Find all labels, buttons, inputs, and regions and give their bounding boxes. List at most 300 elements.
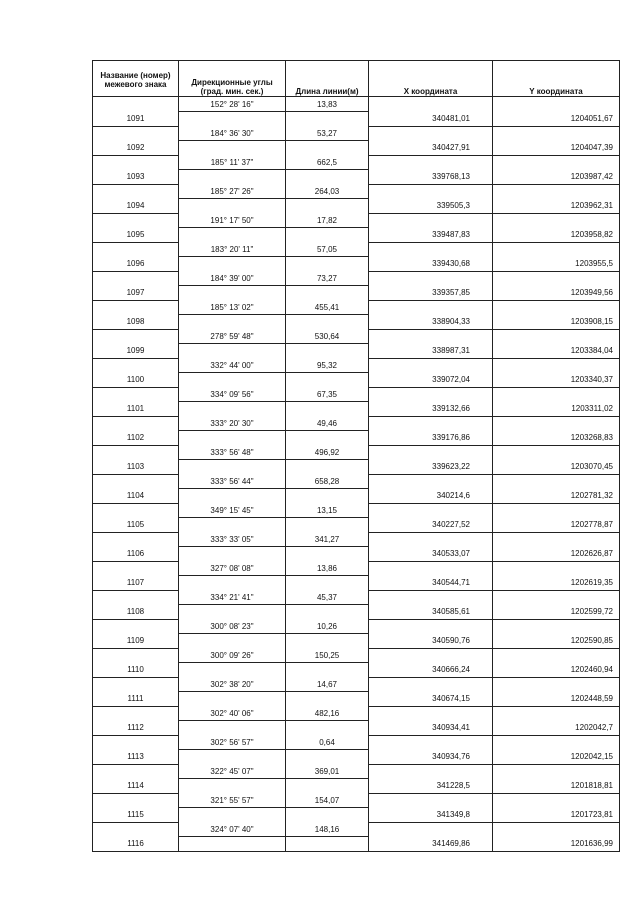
segment-x-cell	[369, 358, 493, 373]
segment-row	[93, 706, 620, 721]
segment-y-cell	[493, 474, 620, 489]
segment-y-cell	[493, 735, 620, 750]
mark-name-cell: 1098	[93, 315, 179, 330]
header-direction-angle: Дирекционные углы (град. мин. сек.)	[179, 61, 286, 97]
direction-angle-cell: 185° 13' 02"	[179, 300, 286, 315]
direction-angle-cell: 302° 38' 20"	[179, 677, 286, 692]
direction-angle-cell: 278° 59' 48"	[179, 329, 286, 344]
line-length-cell: 0,64	[286, 735, 369, 750]
line-length-cell: 482,16	[286, 706, 369, 721]
point-angle-cell	[179, 634, 286, 649]
point-row	[93, 112, 620, 127]
direction-angle-cell: 327° 08' 08"	[179, 561, 286, 576]
point-length-cell	[286, 837, 369, 852]
line-length-cell: 17,82	[286, 213, 369, 228]
segment-x-cell	[369, 329, 493, 344]
segment-y-cell	[493, 648, 620, 663]
line-length-cell: 49,46	[286, 416, 369, 431]
direction-angle-cell: 324° 07' 40"	[179, 822, 286, 837]
segment-x-cell	[369, 706, 493, 721]
direction-angle-cell: 300° 08' 23"	[179, 619, 286, 634]
segment-row	[93, 648, 620, 663]
segment-x-cell	[369, 242, 493, 257]
point-row	[93, 170, 620, 185]
segment-name-cell	[93, 155, 179, 170]
segment-name-cell	[93, 561, 179, 576]
x-coordinate-cell: 340934,41	[369, 721, 493, 736]
point-angle-cell	[179, 605, 286, 620]
direction-angle-cell: 183° 20' 11"	[179, 242, 286, 257]
point-length-cell	[286, 199, 369, 214]
point-angle-cell	[179, 750, 286, 765]
segment-row	[93, 764, 620, 779]
segment-x-cell	[369, 300, 493, 315]
segment-x-cell	[369, 735, 493, 750]
x-coordinate-cell: 340227,52	[369, 518, 493, 533]
point-angle-cell	[179, 489, 286, 504]
segment-name-cell	[93, 358, 179, 373]
boundary-marks-table-sheet	[92, 60, 619, 852]
point-row	[93, 315, 620, 330]
segment-y-cell	[493, 271, 620, 286]
mark-name-cell: 1102	[93, 431, 179, 446]
segment-name-cell	[93, 184, 179, 199]
point-angle-cell	[179, 344, 286, 359]
segment-row	[93, 213, 620, 228]
mark-name-cell: 1095	[93, 228, 179, 243]
segment-row	[93, 329, 620, 344]
point-length-cell	[286, 141, 369, 156]
line-length-cell: 57,05	[286, 242, 369, 257]
line-length-cell: 496,92	[286, 445, 369, 460]
segment-name-cell	[93, 126, 179, 141]
point-length-cell	[286, 605, 369, 620]
segment-y-cell	[493, 764, 620, 779]
y-coordinate-cell: 1203268,83	[493, 431, 620, 446]
segment-name-cell	[93, 793, 179, 808]
y-coordinate-cell: 1201636,99	[493, 837, 620, 852]
x-coordinate-cell: 340481,01	[369, 112, 493, 127]
segment-row	[93, 793, 620, 808]
table-header-row	[93, 61, 620, 97]
x-coordinate-cell: 339623,22	[369, 460, 493, 475]
header-y-coordinate: Y координата	[493, 61, 620, 97]
segment-name-cell	[93, 619, 179, 634]
point-angle-cell	[179, 721, 286, 736]
y-coordinate-cell: 1201723,81	[493, 808, 620, 823]
line-length-cell: 658,28	[286, 474, 369, 489]
x-coordinate-cell: 339132,66	[369, 402, 493, 417]
y-coordinate-cell: 1202626,87	[493, 547, 620, 562]
x-coordinate-cell: 340674,15	[369, 692, 493, 707]
point-length-cell	[286, 257, 369, 272]
mark-name-cell: 1100	[93, 373, 179, 388]
point-row	[93, 373, 620, 388]
direction-angle-cell: 185° 11' 37"	[179, 155, 286, 170]
segment-y-cell	[493, 445, 620, 460]
segment-row	[93, 271, 620, 286]
point-row	[93, 141, 620, 156]
direction-angle-cell: 333° 56' 48"	[179, 445, 286, 460]
direction-angle-cell: 321° 55' 57"	[179, 793, 286, 808]
point-length-cell	[286, 779, 369, 794]
segment-name-cell	[93, 764, 179, 779]
y-coordinate-cell: 1202448,59	[493, 692, 620, 707]
point-angle-cell	[179, 112, 286, 127]
mark-name-cell: 1114	[93, 779, 179, 794]
segment-y-cell	[493, 126, 620, 141]
line-length-cell: 45,37	[286, 590, 369, 605]
y-coordinate-cell: 1204047,39	[493, 141, 620, 156]
point-row	[93, 837, 620, 852]
segment-y-cell	[493, 822, 620, 837]
point-length-cell	[286, 547, 369, 562]
line-length-cell: 148,16	[286, 822, 369, 837]
direction-angle-cell: 300° 09' 26"	[179, 648, 286, 663]
direction-angle-cell: 302° 40' 06"	[179, 706, 286, 721]
point-length-cell	[286, 634, 369, 649]
point-angle-cell	[179, 692, 286, 707]
point-angle-cell	[179, 518, 286, 533]
direction-angle-cell: 332° 44' 00"	[179, 358, 286, 373]
point-length-cell	[286, 750, 369, 765]
segment-y-cell	[493, 184, 620, 199]
mark-name-cell: 1115	[93, 808, 179, 823]
point-row	[93, 257, 620, 272]
mark-name-cell: 1096	[93, 257, 179, 272]
point-row	[93, 692, 620, 707]
y-coordinate-cell: 1203384,04	[493, 344, 620, 359]
segment-x-cell	[369, 155, 493, 170]
direction-angle-cell: 334° 09' 56"	[179, 387, 286, 402]
point-angle-cell	[179, 257, 286, 272]
y-coordinate-cell: 1203962,31	[493, 199, 620, 214]
line-length-cell: 14,67	[286, 677, 369, 692]
line-length-cell: 95,32	[286, 358, 369, 373]
point-row	[93, 808, 620, 823]
x-coordinate-cell: 339430,68	[369, 257, 493, 272]
direction-angle-cell: 184° 39' 00"	[179, 271, 286, 286]
segment-name-cell	[93, 474, 179, 489]
x-coordinate-cell: 339768,13	[369, 170, 493, 185]
point-length-cell	[286, 373, 369, 388]
direction-angle-cell: 184° 36' 30"	[179, 126, 286, 141]
line-length-cell: 10,26	[286, 619, 369, 634]
segment-x-cell	[369, 648, 493, 663]
segment-y-cell	[493, 590, 620, 605]
y-coordinate-cell: 1202781,32	[493, 489, 620, 504]
segment-name-cell	[93, 242, 179, 257]
point-length-cell	[286, 402, 369, 417]
segment-row	[93, 358, 620, 373]
x-coordinate-cell: 340934,76	[369, 750, 493, 765]
segment-y-cell	[493, 532, 620, 547]
segment-x-cell	[369, 677, 493, 692]
point-angle-cell	[179, 431, 286, 446]
point-length-cell	[286, 228, 369, 243]
point-angle-cell	[179, 779, 286, 794]
x-coordinate-cell: 340666,24	[369, 663, 493, 678]
point-angle-cell	[179, 663, 286, 678]
segment-row	[93, 677, 620, 692]
segment-row	[93, 590, 620, 605]
mark-name-cell: 1099	[93, 344, 179, 359]
point-length-cell	[286, 663, 369, 678]
direction-angle-cell: 333° 56' 44"	[179, 474, 286, 489]
segment-row	[93, 97, 620, 112]
point-length-cell	[286, 721, 369, 736]
segment-name-cell	[93, 329, 179, 344]
x-coordinate-cell: 338904,33	[369, 315, 493, 330]
point-row	[93, 779, 620, 794]
point-angle-cell	[179, 315, 286, 330]
point-length-cell	[286, 112, 369, 127]
direction-angle-cell: 302° 56' 57"	[179, 735, 286, 750]
segment-name-cell	[93, 648, 179, 663]
segment-y-cell	[493, 387, 620, 402]
segment-y-cell	[493, 329, 620, 344]
point-angle-cell	[179, 170, 286, 185]
x-coordinate-cell: 339487,83	[369, 228, 493, 243]
mark-name-cell: 1101	[93, 402, 179, 417]
line-length-cell: 662,5	[286, 155, 369, 170]
mark-name-cell: 1097	[93, 286, 179, 301]
segment-y-cell	[493, 300, 620, 315]
direction-angle-cell: 349° 15' 45"	[179, 503, 286, 518]
segment-name-cell	[93, 445, 179, 460]
segment-row	[93, 126, 620, 141]
point-angle-cell	[179, 402, 286, 417]
point-angle-cell	[179, 228, 286, 243]
line-length-cell: 13,15	[286, 503, 369, 518]
segment-x-cell	[369, 213, 493, 228]
mark-name-cell: 1108	[93, 605, 179, 620]
segment-row	[93, 242, 620, 257]
segment-name-cell	[93, 677, 179, 692]
segment-row	[93, 445, 620, 460]
line-length-cell: 154,07	[286, 793, 369, 808]
mark-name-cell: 1092	[93, 141, 179, 156]
point-length-cell	[286, 460, 369, 475]
segment-y-cell	[493, 706, 620, 721]
direction-angle-cell: 152° 28' 16"	[179, 97, 286, 112]
point-angle-cell	[179, 141, 286, 156]
mark-name-cell: 1106	[93, 547, 179, 562]
direction-angle-cell: 333° 33' 05"	[179, 532, 286, 547]
mark-name-cell: 1112	[93, 721, 179, 736]
mark-name-cell: 1103	[93, 460, 179, 475]
segment-row	[93, 619, 620, 634]
direction-angle-cell: 185° 27' 26"	[179, 184, 286, 199]
segment-y-cell	[493, 97, 620, 112]
y-coordinate-cell: 1203070,45	[493, 460, 620, 475]
segment-x-cell	[369, 619, 493, 634]
x-coordinate-cell: 340214,6	[369, 489, 493, 504]
x-coordinate-cell: 340544,71	[369, 576, 493, 591]
line-length-cell: 264,03	[286, 184, 369, 199]
segment-name-cell	[93, 416, 179, 431]
mark-name-cell: 1116	[93, 837, 179, 852]
boundary-marks-table	[92, 60, 620, 852]
segment-x-cell	[369, 97, 493, 112]
segment-name-cell	[93, 503, 179, 518]
point-angle-cell	[179, 576, 286, 591]
x-coordinate-cell: 339357,85	[369, 286, 493, 301]
point-angle-cell	[179, 199, 286, 214]
point-row	[93, 750, 620, 765]
segment-x-cell	[369, 184, 493, 199]
y-coordinate-cell: 1203311,02	[493, 402, 620, 417]
point-length-cell	[286, 489, 369, 504]
x-coordinate-cell: 341469,86	[369, 837, 493, 852]
point-row	[93, 460, 620, 475]
y-coordinate-cell: 1203949,56	[493, 286, 620, 301]
segment-row	[93, 735, 620, 750]
segment-y-cell	[493, 619, 620, 634]
y-coordinate-cell: 1202042,15	[493, 750, 620, 765]
segment-name-cell	[93, 532, 179, 547]
point-row	[93, 344, 620, 359]
x-coordinate-cell: 340427,91	[369, 141, 493, 156]
mark-name-cell: 1093	[93, 170, 179, 185]
line-length-cell: 13,86	[286, 561, 369, 576]
segment-x-cell	[369, 503, 493, 518]
point-angle-cell	[179, 286, 286, 301]
segment-name-cell	[93, 300, 179, 315]
mark-name-cell: 1110	[93, 663, 179, 678]
y-coordinate-cell: 1202590,85	[493, 634, 620, 649]
segment-row	[93, 532, 620, 547]
segment-row	[93, 503, 620, 518]
y-coordinate-cell: 1203958,82	[493, 228, 620, 243]
y-coordinate-cell: 1204051,67	[493, 112, 620, 127]
y-coordinate-cell: 1203908,15	[493, 315, 620, 330]
segment-row	[93, 300, 620, 315]
segment-row	[93, 561, 620, 576]
point-length-cell	[286, 518, 369, 533]
x-coordinate-cell: 340533,07	[369, 547, 493, 562]
segment-name-cell	[93, 590, 179, 605]
point-row	[93, 547, 620, 562]
point-row	[93, 721, 620, 736]
segment-x-cell	[369, 474, 493, 489]
x-coordinate-cell: 341349,8	[369, 808, 493, 823]
y-coordinate-cell: 1202460,94	[493, 663, 620, 678]
segment-x-cell	[369, 822, 493, 837]
y-coordinate-cell: 1203955,5	[493, 257, 620, 272]
segment-y-cell	[493, 358, 620, 373]
point-length-cell	[286, 431, 369, 446]
point-angle-cell	[179, 547, 286, 562]
segment-name-cell	[93, 97, 179, 112]
mark-name-cell: 1094	[93, 199, 179, 214]
segment-name-cell	[93, 271, 179, 286]
segment-y-cell	[493, 416, 620, 431]
x-coordinate-cell: 340585,61	[369, 605, 493, 620]
line-length-cell: 67,35	[286, 387, 369, 402]
x-coordinate-cell: 339505,3	[369, 199, 493, 214]
x-coordinate-cell: 340590,76	[369, 634, 493, 649]
segment-y-cell	[493, 155, 620, 170]
point-angle-cell	[179, 373, 286, 388]
segment-row	[93, 822, 620, 837]
segment-name-cell	[93, 387, 179, 402]
y-coordinate-cell: 1202042,7	[493, 721, 620, 736]
mark-name-cell: 1104	[93, 489, 179, 504]
point-angle-cell	[179, 460, 286, 475]
segment-row	[93, 155, 620, 170]
y-coordinate-cell: 1202599,72	[493, 605, 620, 620]
point-length-cell	[286, 286, 369, 301]
direction-angle-cell: 322° 45' 07"	[179, 764, 286, 779]
line-length-cell: 53,27	[286, 126, 369, 141]
point-row	[93, 199, 620, 214]
x-coordinate-cell: 339176,86	[369, 431, 493, 446]
point-row	[93, 605, 620, 620]
point-angle-cell	[179, 837, 286, 852]
point-row	[93, 431, 620, 446]
segment-name-cell	[93, 735, 179, 750]
point-angle-cell	[179, 808, 286, 823]
line-length-cell: 341,27	[286, 532, 369, 547]
line-length-cell: 73,27	[286, 271, 369, 286]
point-row	[93, 489, 620, 504]
point-row	[93, 663, 620, 678]
segment-row	[93, 184, 620, 199]
mark-name-cell: 1113	[93, 750, 179, 765]
segment-y-cell	[493, 503, 620, 518]
point-length-cell	[286, 315, 369, 330]
mark-name-cell: 1107	[93, 576, 179, 591]
direction-angle-cell: 334° 21' 41"	[179, 590, 286, 605]
point-length-cell	[286, 808, 369, 823]
mark-name-cell: 1091	[93, 112, 179, 127]
segment-y-cell	[493, 561, 620, 576]
mark-name-cell: 1111	[93, 692, 179, 707]
direction-angle-cell: 191° 17' 50"	[179, 213, 286, 228]
point-row	[93, 576, 620, 591]
segment-row	[93, 474, 620, 489]
header-line-length: Длина линии(м)	[286, 61, 369, 97]
mark-name-cell: 1105	[93, 518, 179, 533]
line-length-cell: 530,64	[286, 329, 369, 344]
direction-angle-cell: 333° 20' 30"	[179, 416, 286, 431]
mark-name-cell: 1109	[93, 634, 179, 649]
line-length-cell: 150,25	[286, 648, 369, 663]
segment-row	[93, 416, 620, 431]
point-length-cell	[286, 344, 369, 359]
segment-x-cell	[369, 793, 493, 808]
segment-x-cell	[369, 445, 493, 460]
line-length-cell: 13,83	[286, 97, 369, 112]
point-row	[93, 402, 620, 417]
segment-x-cell	[369, 126, 493, 141]
point-row	[93, 518, 620, 533]
segment-y-cell	[493, 793, 620, 808]
segment-name-cell	[93, 822, 179, 837]
segment-name-cell	[93, 706, 179, 721]
segment-x-cell	[369, 561, 493, 576]
point-row	[93, 286, 620, 301]
segment-y-cell	[493, 677, 620, 692]
header-mark-name: Название (номер) межевого знака	[93, 61, 179, 97]
y-coordinate-cell: 1202778,87	[493, 518, 620, 533]
segment-x-cell	[369, 590, 493, 605]
segment-name-cell	[93, 213, 179, 228]
y-coordinate-cell: 1203987,42	[493, 170, 620, 185]
x-coordinate-cell: 339072,04	[369, 373, 493, 388]
point-length-cell	[286, 170, 369, 185]
